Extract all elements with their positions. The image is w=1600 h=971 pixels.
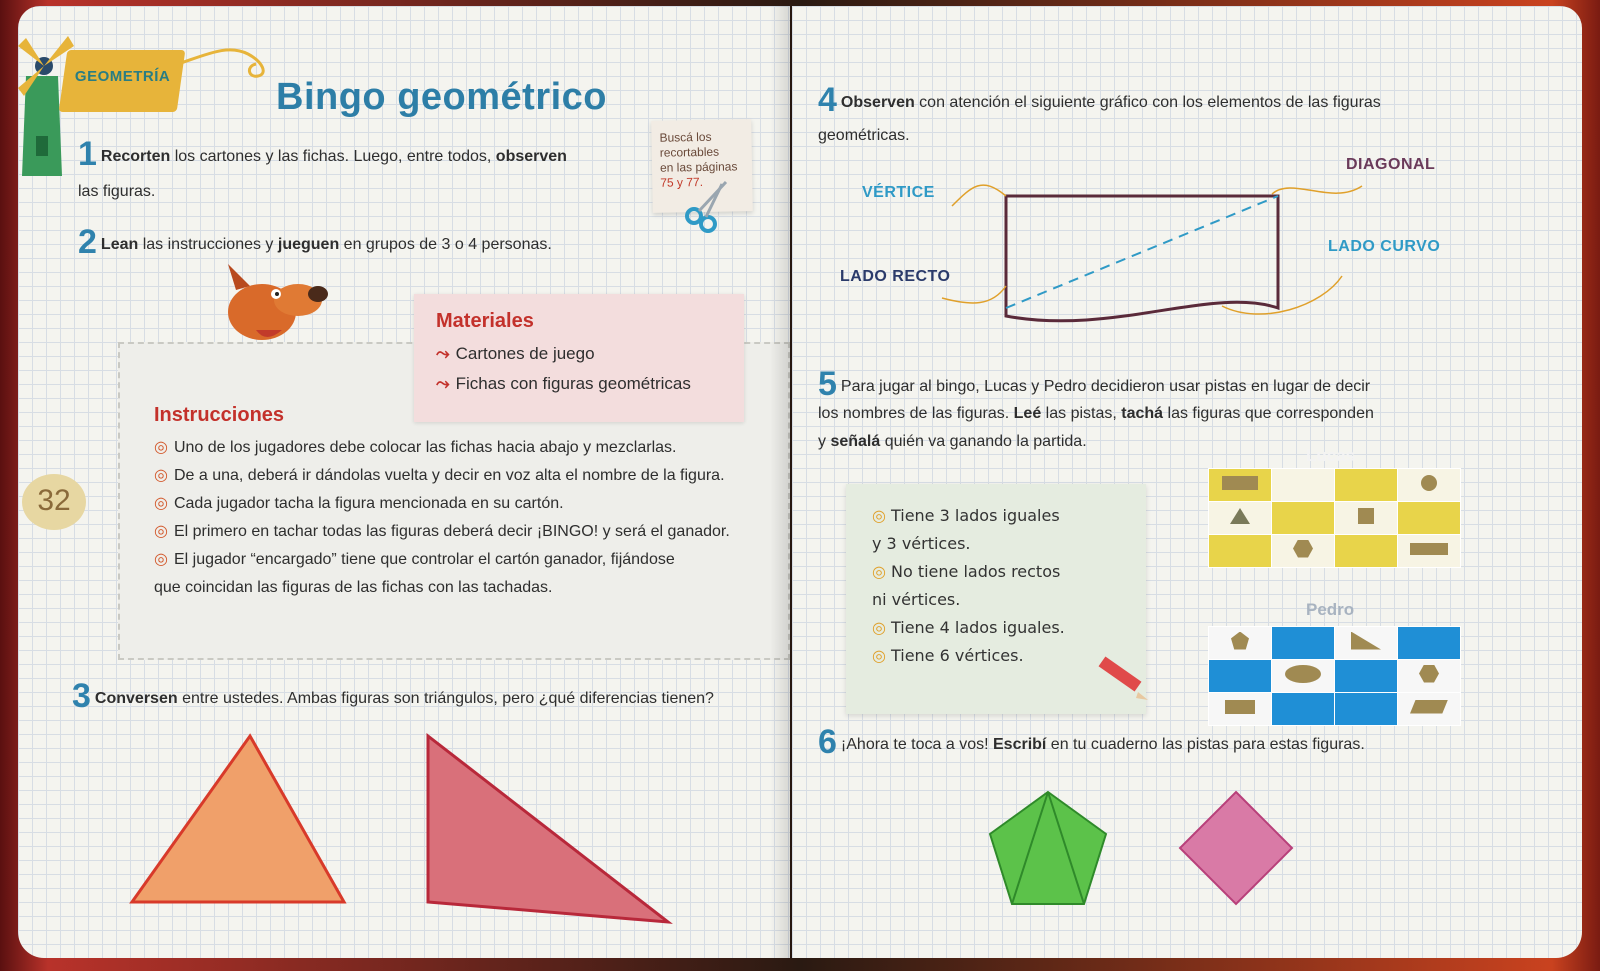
activity-2 [78, 223, 678, 261]
equilateral-triangle [132, 736, 344, 902]
instruction-item [154, 434, 784, 462]
instruction-text: De a una, deberá ir dándolas vuelta y decir en voz alta el nombre de la figura. [173, 467, 725, 484]
circle-icon [1421, 475, 1437, 491]
right-triangle [428, 736, 668, 922]
activity-5-line3 [818, 428, 1558, 456]
activity-4-number: 4 [818, 81, 837, 119]
pedro-cell [1209, 693, 1272, 726]
right-triangle-icon [1351, 632, 1381, 650]
materials-item [436, 369, 722, 399]
lucas-cell [1398, 535, 1461, 568]
pedro-cell [1398, 693, 1461, 726]
instruction-item-continued: que coincidan las figuras de las fichas con las tachadas. [154, 579, 553, 596]
activity-4-line2: geométricas. [818, 127, 910, 144]
activity-5-text2a: los nombres de las figuras. [818, 405, 1014, 422]
instructions-list [154, 434, 784, 602]
instruction-text: El jugador “encargado” tiene que controlar el cartón ganador, fijándose [173, 551, 675, 568]
instruction-item [154, 462, 784, 490]
pedro-label: Pedro [1306, 600, 1355, 619]
materials-title: Materiales [436, 310, 534, 332]
swirl-decoration-icon [178, 34, 278, 84]
triangles-figure [118, 726, 678, 936]
activity-5-verb2: tachá [1121, 405, 1164, 422]
pedro-cell [1209, 627, 1272, 660]
activity-2-text2: en grupos de 3 o 4 personas. [339, 236, 552, 253]
pedro-cell [1209, 660, 1272, 693]
lucas-cell [1209, 502, 1272, 535]
pedro-cell [1335, 627, 1398, 660]
activity-5 [818, 365, 1558, 403]
dog-illustration [206, 260, 336, 346]
pentagon-icon [1231, 632, 1249, 650]
right-page [792, 6, 1582, 958]
instruction-text: Uno de los jugadores debe colocar las fichas hacia abajo y mezclarlas. [173, 439, 677, 456]
activity-2-verb2: jueguen [277, 236, 340, 253]
lucas-cell [1335, 535, 1398, 568]
activity-6 [818, 723, 1558, 761]
lucas-cell [1272, 502, 1335, 535]
bullet-icon: ◎ [154, 467, 168, 484]
pedro-cell [1272, 693, 1335, 726]
left-page [18, 6, 790, 958]
clue-text: No tiene lados rectos [890, 562, 1061, 581]
lucas-cell [1398, 502, 1461, 535]
instructions-title: Instrucciones [154, 404, 285, 426]
clue-item [872, 558, 1120, 586]
instruction-item [154, 546, 784, 574]
parallelogram-icon [1410, 700, 1448, 714]
activity-5-text1: Para jugar al bingo, Lucas y Pedro decidieron usar pistas en lugar de decir [840, 378, 1371, 395]
instruction-item [154, 490, 784, 518]
activity-5-text2b: las pistas, [1041, 405, 1122, 422]
activity-5-verb3: señalá [830, 433, 881, 450]
activity-1-number: 1 [78, 135, 97, 173]
activity-5-number: 5 [818, 365, 837, 403]
bullet-icon: ◎ [154, 551, 168, 568]
clue-item [872, 614, 1120, 642]
activity-3-text: entre ustedes. Ambas figuras son triángulos, pero ¿qué diferencias tienen? [177, 690, 714, 707]
arrow-bullet-icon: ⤳ [436, 374, 450, 393]
activity-5-text2c: las figuras que corresponden [1163, 405, 1374, 422]
activity-6-number: 6 [818, 723, 837, 761]
activity-2-text1: las instrucciones y [138, 236, 278, 253]
activity-5-verb1: Leé [1013, 405, 1042, 422]
note-line-2: recortables [659, 144, 720, 160]
pencil-icon [1092, 654, 1152, 704]
materials-item-label: Cartones de juego [455, 344, 595, 363]
rectangle-icon [1222, 476, 1258, 490]
activity-4-text1: con atención el siguiente gráfico con los elementos de las figuras [914, 94, 1381, 111]
activity-6-text2: en tu cuaderno las pistas para estas figuras. [1046, 736, 1365, 753]
clue-item [872, 502, 1120, 530]
lucas-cell [1209, 469, 1272, 502]
note-line-3: en las páginas [659, 159, 738, 175]
rectangle-icon [1410, 543, 1448, 555]
pedro-cell [1335, 660, 1398, 693]
note-pages: 75 y 77. [660, 174, 704, 190]
note-line-1: Buscá los [659, 129, 712, 145]
lucas-bingo-card [1208, 468, 1461, 568]
activity-3 [72, 677, 792, 715]
section-badge [59, 50, 186, 112]
bullet-icon: ◎ [872, 618, 886, 637]
bullet-icon: ◎ [154, 439, 168, 456]
pedro-cell [1272, 627, 1335, 660]
activity-2-number: 2 [78, 223, 97, 261]
hexagon-icon [1419, 665, 1439, 683]
lucas-label: Lucas [1306, 446, 1356, 465]
arrow-bullet-icon: ⤳ [436, 344, 450, 363]
label-straight-side: LADO RECTO [840, 268, 951, 285]
bullet-icon: ◎ [872, 506, 886, 525]
activity-5-text3a: y [818, 433, 831, 450]
pedro-bingo-card [1208, 626, 1461, 726]
activity-3-number: 3 [72, 677, 91, 715]
materials-item-label: Fichas con figuras geométricas [455, 374, 691, 393]
ellipse-icon [1285, 665, 1321, 683]
bullet-icon: ◎ [154, 523, 168, 540]
activity-1 [78, 135, 638, 173]
bullet-icon: ◎ [154, 495, 168, 512]
square-icon [1358, 508, 1374, 524]
label-curved-side: LADO CURVO [1328, 238, 1441, 255]
lucas-cell [1272, 535, 1335, 568]
clue-item [872, 642, 1120, 670]
triangle-icon [1230, 508, 1250, 524]
activity-4-verb: Observen [840, 94, 915, 111]
activity-1-verb2: observen [495, 148, 567, 165]
lucas-cell [1209, 535, 1272, 568]
lucas-cell [1272, 469, 1335, 502]
activity-6-verb: Escribí [993, 736, 1047, 753]
activity-1-line2: las figuras. [78, 183, 156, 200]
clue-text: Tiene 3 lados iguales [890, 506, 1060, 525]
activity-3-verb: Conversen [94, 690, 178, 707]
activity-1-text1: los cartones y las fichas. Luego, entre todos, [170, 148, 496, 165]
pedro-cell [1272, 660, 1335, 693]
page-title: Bingo geométrico [276, 76, 608, 118]
section-label: GEOMETRÍA [74, 68, 171, 85]
activity-2-verb1: Lean [100, 236, 139, 253]
clue-item-continued: y 3 vértices. [872, 534, 971, 553]
instruction-text: El primero en tachar todas las figuras deberá decir ¡BINGO! y será el ganador. [173, 523, 730, 540]
clue-text: Tiene 6 vértices. [890, 646, 1024, 665]
clue-item-continued: ni vértices. [872, 590, 961, 609]
bullet-icon: ◎ [872, 646, 886, 665]
activity-5-line2 [818, 400, 1558, 428]
label-diagonal: DIAGONAL [1346, 156, 1436, 173]
materials-card [414, 294, 744, 422]
label-vertex: VÉRTICE [862, 184, 935, 201]
pentagon-figure [986, 788, 1110, 910]
clue-text: Tiene 4 lados iguales. [890, 618, 1065, 637]
instruction-text: Cada jugador tacha la figura mencionada en su cartón. [173, 495, 564, 512]
lucas-cell [1335, 469, 1398, 502]
scissors-icon [682, 176, 732, 236]
lucas-cell [1398, 469, 1461, 502]
activity-6-text1: ¡Ahora te toca a vos! [840, 736, 993, 753]
pedro-cell [1398, 660, 1461, 693]
activity-4 [818, 81, 1558, 119]
rhombus-figure [1176, 788, 1296, 908]
materials-item [436, 339, 722, 369]
activity-1-verb1: Recorten [100, 148, 171, 165]
hexagon-icon [1293, 540, 1313, 558]
instruction-item [154, 518, 784, 546]
bullet-icon: ◎ [872, 562, 886, 581]
pedro-cell [1335, 693, 1398, 726]
pedro-cell [1398, 627, 1461, 660]
rectangle-icon [1225, 700, 1255, 714]
page-number: 32 [22, 474, 86, 530]
activity-5-text3b: quién va ganando la partida. [880, 433, 1087, 450]
lucas-cell [1335, 502, 1398, 535]
